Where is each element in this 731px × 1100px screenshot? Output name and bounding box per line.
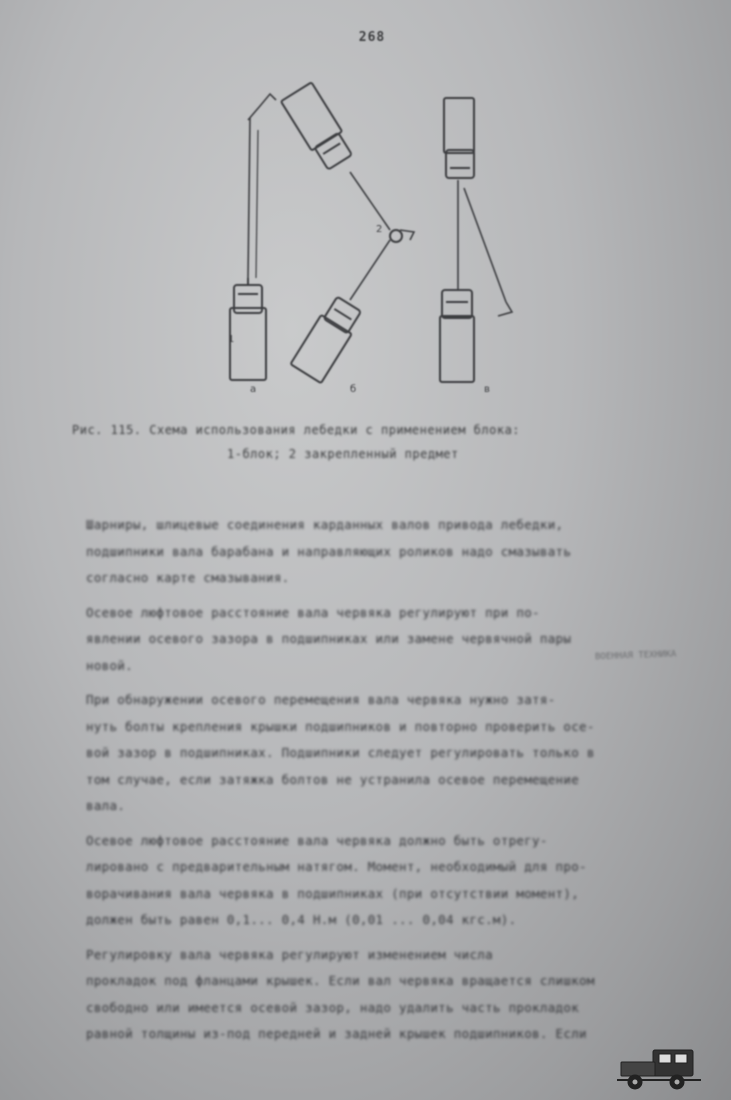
panel-b-block bbox=[390, 230, 402, 242]
text-line: нуть болты крепления крышки подшипников и повторно проверить осе- bbox=[86, 718, 595, 734]
panel-b-cable-lower bbox=[350, 240, 390, 300]
panel-c-diagonal bbox=[464, 188, 506, 302]
panel-a-vehicle bbox=[230, 278, 266, 380]
paragraph-2 bbox=[86, 600, 696, 680]
text-line: Шарниры, шлицевые соединения карданных валов привода лебедки, bbox=[86, 517, 564, 532]
text-line: явлении осевого зазора в подшипниках или замене червячной пары bbox=[86, 631, 572, 646]
margin-note: ВОЕННАЯ ТЕХНИКА bbox=[594, 649, 677, 663]
panel-a-anchor bbox=[248, 94, 276, 120]
paragraph-4 bbox=[86, 828, 696, 934]
paragraph-3 bbox=[86, 687, 696, 820]
panel-label-c: в bbox=[484, 384, 490, 395]
panel-b-vehicle-bottom bbox=[290, 295, 364, 384]
text-line: равной толщины из-под передней и задней крышек подшипников. Если bbox=[86, 1026, 587, 1041]
text-line: При обнаружении осевого перемещения вала червяка нужно затя- bbox=[86, 692, 556, 707]
text-line: вой зазор в подшипниках. Подшипники следует регулировать только в bbox=[86, 745, 595, 760]
part-label-2: 2 bbox=[376, 224, 383, 235]
text-line: должен быть равен 0,1... 0,4 Н.м (0,01 ... 0,04 кгс.м). bbox=[86, 912, 517, 927]
winch-diagram bbox=[200, 80, 530, 400]
truck-logo-icon bbox=[615, 1040, 705, 1095]
text-line: новой. bbox=[86, 657, 133, 673]
winch-diagram-svg bbox=[200, 80, 530, 400]
text-line: Осевое люфтовое расстояние вала червяка должно быть отрегу- bbox=[86, 832, 548, 848]
panel-c-vehicle-top bbox=[444, 98, 474, 178]
panel-b-cable-upper bbox=[350, 172, 390, 230]
paragraph-5 bbox=[86, 942, 696, 1048]
panel-label-b: б bbox=[350, 384, 357, 395]
panel-a-cable bbox=[248, 118, 250, 278]
text-line: Осевое люфтовое расстояние вала червяка регулируют при по- bbox=[86, 604, 540, 620]
caption-line-1: Рис. 115. Схема использования лебедки с применением блока: bbox=[72, 423, 521, 437]
text-line: лировано с предварительным натягом. Момент, необходимый для про- bbox=[86, 859, 587, 874]
text-line: том случае, если затяжка болтов не устранила осевое перемещение bbox=[86, 771, 580, 787]
part-label-1: 1 bbox=[228, 334, 235, 345]
body-text bbox=[86, 512, 696, 1056]
panel-label-a: а bbox=[250, 384, 257, 395]
truck-logo-svg bbox=[615, 1040, 705, 1095]
text-line: согласно карте смазывания. bbox=[86, 570, 290, 585]
text-line: ворачивания вала червяка в подшипниках (при отсутствии момент), bbox=[86, 885, 580, 901]
text-line: вала. bbox=[86, 798, 126, 813]
caption-line-2: 1-блок; 2 закрепленный предмет bbox=[227, 447, 459, 461]
text-line: подшипники вала барабана и направляющих роликов надо смазывать bbox=[86, 543, 572, 559]
paragraph-1 bbox=[86, 512, 696, 592]
figure-caption bbox=[72, 418, 672, 466]
text-line: свободно или имеется осевой зазор, надо удалить часть прокладок bbox=[86, 999, 580, 1015]
text-line: прокладок под фланцами крышек. Если вал червяка вращается слишком bbox=[86, 973, 595, 988]
page-number: 268 bbox=[358, 30, 386, 45]
panel-b-vehicle-top bbox=[281, 82, 356, 171]
text-line: Регулировку вала червяка регулируют изменением числа bbox=[86, 946, 493, 962]
panel-c-vehicle-bottom bbox=[440, 290, 474, 382]
